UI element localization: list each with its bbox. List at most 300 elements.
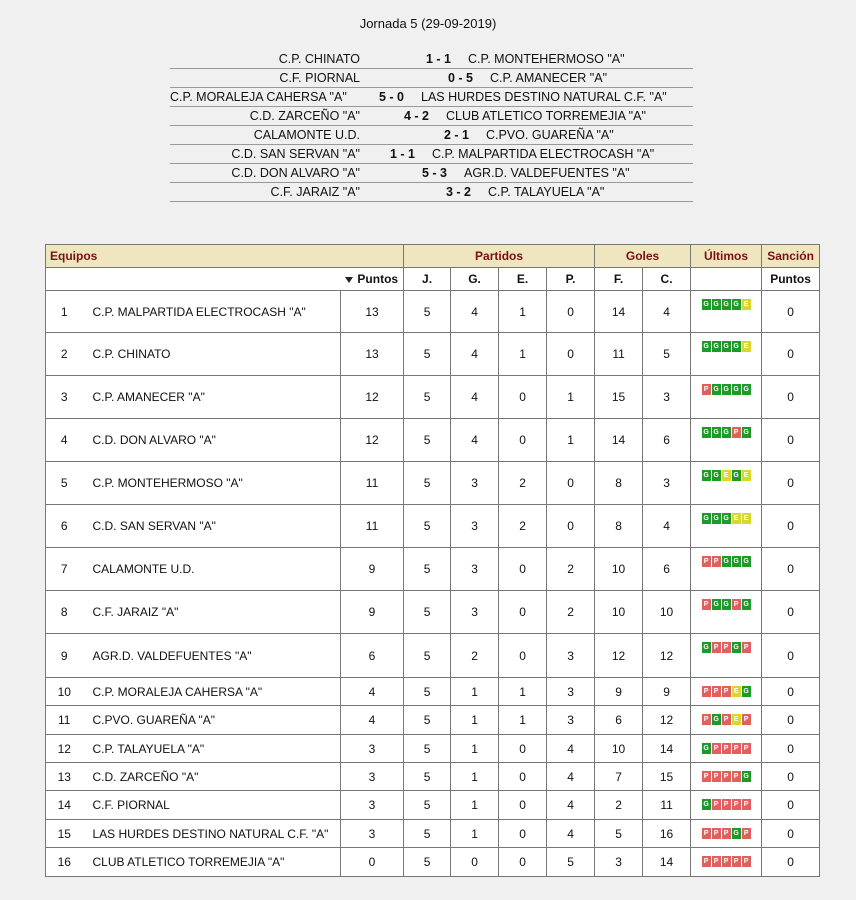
goals-for: 3 bbox=[595, 848, 643, 877]
result-badge: G bbox=[743, 773, 749, 781]
standings-table bbox=[45, 244, 820, 877]
played: 5 bbox=[404, 848, 451, 877]
result-badge: E bbox=[732, 686, 741, 697]
last-results bbox=[691, 763, 762, 791]
match-row bbox=[170, 69, 693, 88]
last-results bbox=[691, 419, 762, 462]
result-badge: P bbox=[732, 799, 741, 810]
result-badge: P bbox=[702, 771, 711, 782]
won: 1 bbox=[451, 678, 499, 706]
result-badge: G bbox=[703, 515, 709, 523]
team-name[interactable]: C.P. TALAYUELA "A" bbox=[83, 735, 341, 763]
goals-for: 5 bbox=[595, 820, 643, 848]
match-row bbox=[170, 50, 693, 69]
table-row bbox=[46, 791, 820, 820]
lost: 3 bbox=[547, 678, 595, 706]
team-name[interactable]: C.P. CHINATO bbox=[83, 333, 341, 376]
drawn: 0 bbox=[499, 820, 547, 848]
result-badge: G bbox=[743, 558, 749, 566]
lost: 0 bbox=[547, 333, 595, 376]
won: 3 bbox=[451, 591, 499, 634]
header-f: F. bbox=[595, 268, 643, 291]
away-team: C.P. TALAYUELA "A" bbox=[488, 185, 605, 199]
result-badge: P bbox=[732, 771, 741, 782]
result-badge: G bbox=[733, 644, 739, 652]
goals-for: 10 bbox=[595, 591, 643, 634]
home-team: C.D. DON ALVARO "A" bbox=[231, 166, 360, 180]
header-equipos: Equipos bbox=[46, 245, 404, 268]
away-team: C.P. MALPARTIDA ELECTROCASH "A" bbox=[432, 147, 655, 161]
goals-for: 14 bbox=[595, 419, 643, 462]
result-badge: G bbox=[743, 429, 749, 437]
goals-against: 6 bbox=[643, 419, 691, 462]
result-badge: G bbox=[733, 386, 739, 394]
header-goles: Goles bbox=[595, 245, 691, 268]
result-badge: P bbox=[702, 714, 711, 725]
last-results bbox=[691, 735, 762, 763]
won: 3 bbox=[451, 548, 499, 591]
goals-against: 4 bbox=[643, 291, 691, 333]
goals-against: 15 bbox=[643, 763, 691, 791]
team-position: 12 bbox=[46, 735, 83, 763]
lost: 2 bbox=[547, 548, 595, 591]
goals-against: 6 bbox=[643, 548, 691, 591]
team-name[interactable]: CLUB ATLETICO TORREMEJIA "A" bbox=[83, 848, 341, 877]
drawn: 2 bbox=[499, 462, 547, 505]
result-badge: G bbox=[703, 472, 709, 480]
result-badge: G bbox=[723, 558, 729, 566]
won: 1 bbox=[451, 791, 499, 820]
table-row bbox=[46, 291, 820, 333]
home-team: CALAMONTE U.D. bbox=[253, 128, 360, 142]
result-badge: P bbox=[712, 799, 721, 810]
goals-for: 9 bbox=[595, 678, 643, 706]
team-name[interactable]: LAS HURDES DESTINO NATURAL C.F. "A" bbox=[83, 820, 341, 848]
result-badge: E bbox=[742, 341, 751, 352]
table-row bbox=[46, 848, 820, 877]
result-badge: P bbox=[712, 686, 721, 697]
result-badge: P bbox=[722, 743, 731, 754]
away-team: LAS HURDES DESTINO NATURAL C.F. "A" bbox=[421, 90, 667, 104]
result-badge: G bbox=[733, 301, 739, 309]
table-row bbox=[46, 763, 820, 791]
result-badge: P bbox=[742, 642, 751, 653]
result-badge: P bbox=[712, 828, 721, 839]
lost: 4 bbox=[547, 735, 595, 763]
standings-body bbox=[46, 291, 820, 877]
team-name[interactable]: C.D. DON ALVARO "A" bbox=[83, 419, 341, 462]
header-sancion: Sanción bbox=[762, 245, 820, 268]
sanction-points: 0 bbox=[762, 706, 820, 735]
last-results bbox=[691, 291, 762, 333]
match-row bbox=[170, 145, 693, 164]
team-points: 11 bbox=[341, 505, 404, 548]
team-position: 13 bbox=[46, 763, 83, 791]
score: 2 - 1 bbox=[444, 128, 470, 142]
team-points: 12 bbox=[341, 419, 404, 462]
won: 4 bbox=[451, 333, 499, 376]
goals-for: 2 bbox=[595, 791, 643, 820]
result-badge: G bbox=[713, 301, 719, 309]
drawn: 0 bbox=[499, 735, 547, 763]
drawn: 0 bbox=[499, 548, 547, 591]
goals-for: 11 bbox=[595, 333, 643, 376]
last-results bbox=[691, 548, 762, 591]
result-badge: P bbox=[712, 856, 721, 867]
team-points: 11 bbox=[341, 462, 404, 505]
result-badge: G bbox=[733, 830, 739, 838]
goals-for: 15 bbox=[595, 376, 643, 419]
sanction-points: 0 bbox=[762, 820, 820, 848]
played: 5 bbox=[404, 678, 451, 706]
drawn: 0 bbox=[499, 634, 547, 678]
score: 5 - 3 bbox=[422, 166, 448, 180]
drawn: 0 bbox=[499, 591, 547, 634]
result-badge: G bbox=[733, 472, 739, 480]
played: 5 bbox=[404, 591, 451, 634]
result-badge: P bbox=[742, 856, 751, 867]
lost: 3 bbox=[547, 706, 595, 735]
last-results bbox=[691, 591, 762, 634]
header-p: P. bbox=[547, 268, 595, 291]
result-badge: P bbox=[702, 828, 711, 839]
header-group-row bbox=[46, 245, 820, 268]
lost: 5 bbox=[547, 848, 595, 877]
result-badge: G bbox=[703, 644, 709, 652]
team-points: 4 bbox=[341, 678, 404, 706]
header-sancion-puntos: Puntos bbox=[762, 268, 820, 291]
last-results bbox=[691, 505, 762, 548]
result-badge: P bbox=[702, 686, 711, 697]
won: 3 bbox=[451, 462, 499, 505]
result-badge: P bbox=[732, 427, 741, 438]
team-points: 9 bbox=[341, 591, 404, 634]
sanction-points: 0 bbox=[762, 634, 820, 678]
goals-against: 12 bbox=[643, 706, 691, 735]
away-team: CLUB ATLETICO TORREMEJIA "A" bbox=[446, 109, 646, 123]
team-position: 16 bbox=[46, 848, 83, 877]
sanction-points: 0 bbox=[762, 462, 820, 505]
away-team: C.PVO. GUAREÑA "A" bbox=[486, 128, 614, 142]
score: 1 - 1 bbox=[390, 147, 416, 161]
goals-against: 9 bbox=[643, 678, 691, 706]
result-badge: G bbox=[723, 429, 729, 437]
sanction-points: 0 bbox=[762, 333, 820, 376]
result-badge: P bbox=[722, 856, 731, 867]
played: 5 bbox=[404, 634, 451, 678]
sanction-points: 0 bbox=[762, 505, 820, 548]
results-list bbox=[170, 50, 693, 202]
team-name[interactable]: C.P. MALPARTIDA ELECTROCASH "A" bbox=[83, 291, 341, 333]
result-badge: P bbox=[742, 828, 751, 839]
won: 4 bbox=[451, 291, 499, 333]
sanction-points: 0 bbox=[762, 735, 820, 763]
table-row bbox=[46, 735, 820, 763]
result-badge: G bbox=[743, 601, 749, 609]
lost: 0 bbox=[547, 505, 595, 548]
played: 5 bbox=[404, 735, 451, 763]
home-team: C.F. JARAIZ "A" bbox=[270, 185, 360, 199]
goals-against: 3 bbox=[643, 462, 691, 505]
team-points: 13 bbox=[341, 291, 404, 333]
goals-for: 14 bbox=[595, 291, 643, 333]
team-position: 10 bbox=[46, 678, 83, 706]
match-row bbox=[170, 107, 693, 126]
result-badge: P bbox=[722, 771, 731, 782]
home-team: C.D. SAN SERVAN "A" bbox=[231, 147, 360, 161]
table-row bbox=[46, 333, 820, 376]
result-badge: G bbox=[713, 716, 719, 724]
team-name[interactable]: C.D. ZARCEÑO "A" bbox=[83, 763, 341, 791]
team-points: 13 bbox=[341, 333, 404, 376]
result-badge: E bbox=[732, 714, 741, 725]
result-badge: G bbox=[743, 386, 749, 394]
score: 5 - 0 bbox=[379, 90, 405, 104]
team-name[interactable]: C.F. JARAIZ "A" bbox=[83, 591, 341, 634]
last-results bbox=[691, 462, 762, 505]
result-badge: G bbox=[703, 301, 709, 309]
result-badge: G bbox=[703, 801, 709, 809]
away-team: C.P. AMANECER "A" bbox=[490, 71, 608, 85]
team-position: 5 bbox=[46, 462, 83, 505]
header-c: C. bbox=[643, 268, 691, 291]
won: 0 bbox=[451, 848, 499, 877]
goals-for: 8 bbox=[595, 462, 643, 505]
result-badge: P bbox=[702, 856, 711, 867]
result-badge: G bbox=[723, 515, 729, 523]
away-team: AGR.D. VALDEFUENTES "A" bbox=[464, 166, 630, 180]
team-name[interactable]: C.PVO. GUAREÑA "A" bbox=[83, 706, 341, 735]
result-badge: G bbox=[703, 429, 709, 437]
result-badge: E bbox=[742, 299, 751, 310]
result-badge: G bbox=[713, 472, 719, 480]
team-points: 4 bbox=[341, 706, 404, 735]
goals-for: 12 bbox=[595, 634, 643, 678]
goals-against: 5 bbox=[643, 333, 691, 376]
result-badge: P bbox=[742, 799, 751, 810]
result-badge: P bbox=[722, 799, 731, 810]
team-position: 7 bbox=[46, 548, 83, 591]
result-badge: P bbox=[712, 556, 721, 567]
last-results bbox=[691, 634, 762, 678]
result-badge: P bbox=[742, 743, 751, 754]
team-position: 6 bbox=[46, 505, 83, 548]
goals-against: 14 bbox=[643, 735, 691, 763]
result-badge: E bbox=[722, 470, 731, 481]
result-badge: G bbox=[723, 343, 729, 351]
table-row bbox=[46, 548, 820, 591]
lost: 0 bbox=[547, 291, 595, 333]
lost: 4 bbox=[547, 820, 595, 848]
header-j: J. bbox=[404, 268, 451, 291]
header-puntos: Puntos bbox=[357, 272, 399, 286]
won: 4 bbox=[451, 376, 499, 419]
last-results bbox=[691, 376, 762, 419]
table-row bbox=[46, 820, 820, 848]
match-row bbox=[170, 126, 693, 145]
lost: 0 bbox=[547, 462, 595, 505]
team-position: 11 bbox=[46, 706, 83, 735]
played: 5 bbox=[404, 505, 451, 548]
result-badge: G bbox=[743, 688, 749, 696]
home-team: C.D. ZARCEÑO "A" bbox=[249, 109, 360, 123]
score: 4 - 2 bbox=[404, 109, 430, 123]
played: 5 bbox=[404, 376, 451, 419]
sanction-points: 0 bbox=[762, 419, 820, 462]
score: 3 - 2 bbox=[446, 185, 472, 199]
lost: 4 bbox=[547, 791, 595, 820]
goals-against: 11 bbox=[643, 791, 691, 820]
team-points: 3 bbox=[341, 791, 404, 820]
sanction-points: 0 bbox=[762, 763, 820, 791]
played: 5 bbox=[404, 548, 451, 591]
sanction-points: 0 bbox=[762, 291, 820, 333]
table-row bbox=[46, 462, 820, 505]
goals-for: 10 bbox=[595, 735, 643, 763]
won: 2 bbox=[451, 634, 499, 678]
lost: 1 bbox=[547, 376, 595, 419]
last-results bbox=[691, 791, 762, 820]
table-row bbox=[46, 678, 820, 706]
last-results bbox=[691, 820, 762, 848]
result-badge: E bbox=[742, 470, 751, 481]
team-name[interactable]: C.D. SAN SERVAN "A" bbox=[83, 505, 341, 548]
result-badge: P bbox=[712, 642, 721, 653]
table-row bbox=[46, 591, 820, 634]
goals-for: 8 bbox=[595, 505, 643, 548]
header-g: G. bbox=[451, 268, 499, 291]
sanction-points: 0 bbox=[762, 548, 820, 591]
table-row bbox=[46, 706, 820, 735]
team-name[interactable]: C.P. AMANECER "A" bbox=[83, 376, 341, 419]
drawn: 1 bbox=[499, 333, 547, 376]
team-name[interactable]: CALAMONTE U.D. bbox=[83, 548, 341, 591]
result-badge: P bbox=[702, 599, 711, 610]
home-team: C.P. MORALEJA CAHERSA "A" bbox=[170, 90, 347, 104]
sanction-points: 0 bbox=[762, 591, 820, 634]
lost: 1 bbox=[547, 419, 595, 462]
team-name[interactable]: C.P. MORALEJA CAHERSA "A" bbox=[83, 678, 341, 706]
won: 4 bbox=[451, 419, 499, 462]
drawn: 2 bbox=[499, 505, 547, 548]
result-badge: E bbox=[742, 513, 751, 524]
won: 1 bbox=[451, 735, 499, 763]
team-points: 3 bbox=[341, 763, 404, 791]
last-results bbox=[691, 678, 762, 706]
result-badge: G bbox=[713, 601, 719, 609]
team-points: 9 bbox=[341, 548, 404, 591]
result-badge: P bbox=[732, 856, 741, 867]
match-row bbox=[170, 164, 693, 183]
team-position: 9 bbox=[46, 634, 83, 678]
result-badge: P bbox=[722, 642, 731, 653]
team-position: 14 bbox=[46, 791, 83, 820]
goals-against: 14 bbox=[643, 848, 691, 877]
won: 1 bbox=[451, 763, 499, 791]
team-points: 0 bbox=[341, 848, 404, 877]
team-points: 6 bbox=[341, 634, 404, 678]
team-name[interactable]: C.F. PIORNAL bbox=[83, 791, 341, 820]
team-points: 3 bbox=[341, 735, 404, 763]
table-row bbox=[46, 505, 820, 548]
lost: 2 bbox=[547, 591, 595, 634]
played: 5 bbox=[404, 419, 451, 462]
team-points: 3 bbox=[341, 820, 404, 848]
result-badge: G bbox=[723, 301, 729, 309]
goals-against: 12 bbox=[643, 634, 691, 678]
goals-against: 4 bbox=[643, 505, 691, 548]
match-row bbox=[170, 183, 693, 202]
team-points: 12 bbox=[341, 376, 404, 419]
header-partidos: Partidos bbox=[404, 245, 595, 268]
result-badge: E bbox=[732, 513, 741, 524]
played: 5 bbox=[404, 763, 451, 791]
drawn: 0 bbox=[499, 791, 547, 820]
team-name[interactable]: C.P. MONTEHERMOSO "A" bbox=[83, 462, 341, 505]
match-row bbox=[170, 88, 693, 107]
drawn: 1 bbox=[499, 678, 547, 706]
team-position: 8 bbox=[46, 591, 83, 634]
goals-for: 6 bbox=[595, 706, 643, 735]
team-position: 2 bbox=[46, 333, 83, 376]
result-badge: G bbox=[733, 343, 739, 351]
goals-against: 10 bbox=[643, 591, 691, 634]
home-team: C.F. PIORNAL bbox=[279, 71, 360, 85]
lost: 3 bbox=[547, 634, 595, 678]
last-results bbox=[691, 333, 762, 376]
table-row bbox=[46, 376, 820, 419]
team-position: 4 bbox=[46, 419, 83, 462]
team-position: 3 bbox=[46, 376, 83, 419]
last-results bbox=[691, 706, 762, 735]
sanction-points: 0 bbox=[762, 376, 820, 419]
goals-against: 3 bbox=[643, 376, 691, 419]
score: 0 - 5 bbox=[448, 71, 474, 85]
played: 5 bbox=[404, 333, 451, 376]
result-badge: G bbox=[723, 601, 729, 609]
team-name[interactable]: AGR.D. VALDEFUENTES "A" bbox=[83, 634, 341, 678]
goals-against: 16 bbox=[643, 820, 691, 848]
result-badge: P bbox=[732, 599, 741, 610]
played: 5 bbox=[404, 706, 451, 735]
away-team: C.P. MONTEHERMOSO "A" bbox=[468, 52, 625, 66]
result-badge: G bbox=[723, 386, 729, 394]
result-badge: G bbox=[703, 745, 709, 753]
last-results bbox=[691, 848, 762, 877]
result-badge: P bbox=[712, 771, 721, 782]
sanction-points: 0 bbox=[762, 791, 820, 820]
goals-for: 10 bbox=[595, 548, 643, 591]
sort-down-icon bbox=[345, 277, 353, 283]
result-badge: G bbox=[713, 343, 719, 351]
drawn: 0 bbox=[499, 763, 547, 791]
table-row bbox=[46, 419, 820, 462]
team-position: 15 bbox=[46, 820, 83, 848]
header-columns-row bbox=[46, 268, 820, 291]
goals-for: 7 bbox=[595, 763, 643, 791]
sanction-points: 0 bbox=[762, 848, 820, 877]
home-team: C.P. CHINATO bbox=[278, 52, 360, 66]
result-badge: G bbox=[733, 558, 739, 566]
header-ultimos: Últimos bbox=[691, 245, 762, 268]
won: 3 bbox=[451, 505, 499, 548]
result-badge: P bbox=[722, 828, 731, 839]
result-badge: P bbox=[702, 556, 711, 567]
drawn: 0 bbox=[499, 848, 547, 877]
sort-puntos-header[interactable] bbox=[341, 268, 404, 291]
team-position: 1 bbox=[46, 291, 83, 333]
result-badge: P bbox=[732, 743, 741, 754]
